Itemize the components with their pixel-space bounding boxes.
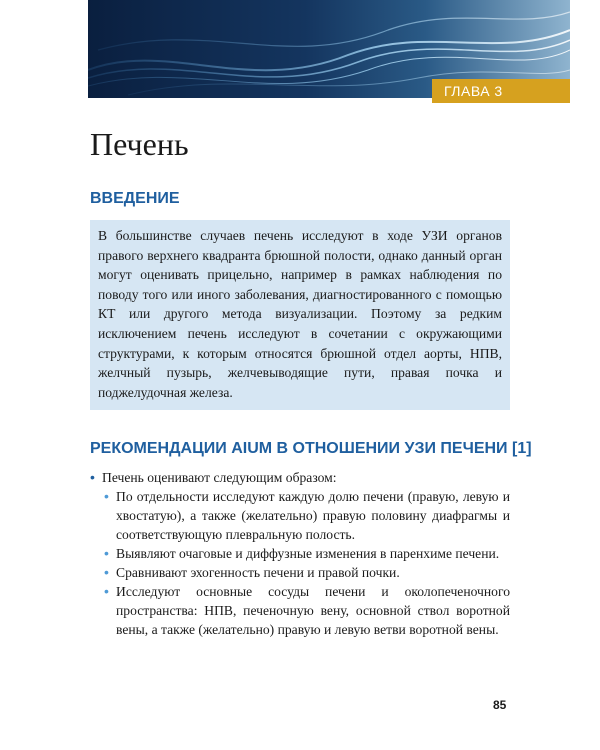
list-item-text: Исследуют основные сосуды печени и околопеченочного пространства: НПВ, печеночную вену, основной ствол воротной вены, а также (желательно) правую и левую ветви воротной вены. bbox=[116, 584, 510, 637]
chapter-label: ГЛАВА 3 bbox=[432, 79, 570, 103]
bullet-icon: • bbox=[104, 488, 109, 504]
bullet-icon: • bbox=[104, 564, 109, 580]
list-item bbox=[90, 487, 510, 544]
list-item bbox=[90, 468, 510, 487]
recommendations-list bbox=[90, 468, 510, 639]
recommendations-heading: РЕКОМЕНДАЦИИ AIUM В ОТНОШЕНИИ УЗИ ПЕЧЕНИ [1] bbox=[90, 440, 532, 457]
list-item bbox=[90, 544, 510, 563]
bullet-icon: • bbox=[90, 469, 95, 485]
list-item-text: Сравнивают эхогенность печени и правой почки. bbox=[116, 565, 400, 580]
list-item bbox=[90, 582, 510, 639]
intro-text: В большинстве случаев печень исследуют в ходе УЗИ органов правого верхнего квадранта брюшной полости, однако данный орган могут оценивать прицельно, например в рамках наблюдения по поводу того или иного заболевания, диагностированного с помощью КТ или другого метода визуализации. Поэтому за редким исключением печень исследуют в сочетании с окружающими структурами, к которым относятся брюшной отдел аорты, НПВ, желчный пузырь, желчевыводящие пути, правая почка и поджелудочная железа. bbox=[98, 228, 502, 400]
list-item-text: Выявляют очаговые и диффузные изменения в паренхиме печени. bbox=[116, 546, 500, 561]
page-number: 85 bbox=[493, 698, 507, 712]
list-item-text: По отдельности исследуют каждую долю печени (правую, левую и хвостатую), а также (желательно) правую половину диафрагмы и соответствующую плевральную полость. bbox=[116, 489, 510, 542]
intro-box bbox=[90, 220, 510, 410]
intro-heading: ВВЕДЕНИЕ bbox=[90, 190, 180, 207]
list-item-text: Печень оценивают следующим образом: bbox=[102, 470, 337, 485]
bullet-icon: • bbox=[104, 545, 109, 561]
page-title: Печень bbox=[90, 126, 189, 162]
bullet-icon: • bbox=[104, 583, 109, 599]
list-item bbox=[90, 563, 510, 582]
